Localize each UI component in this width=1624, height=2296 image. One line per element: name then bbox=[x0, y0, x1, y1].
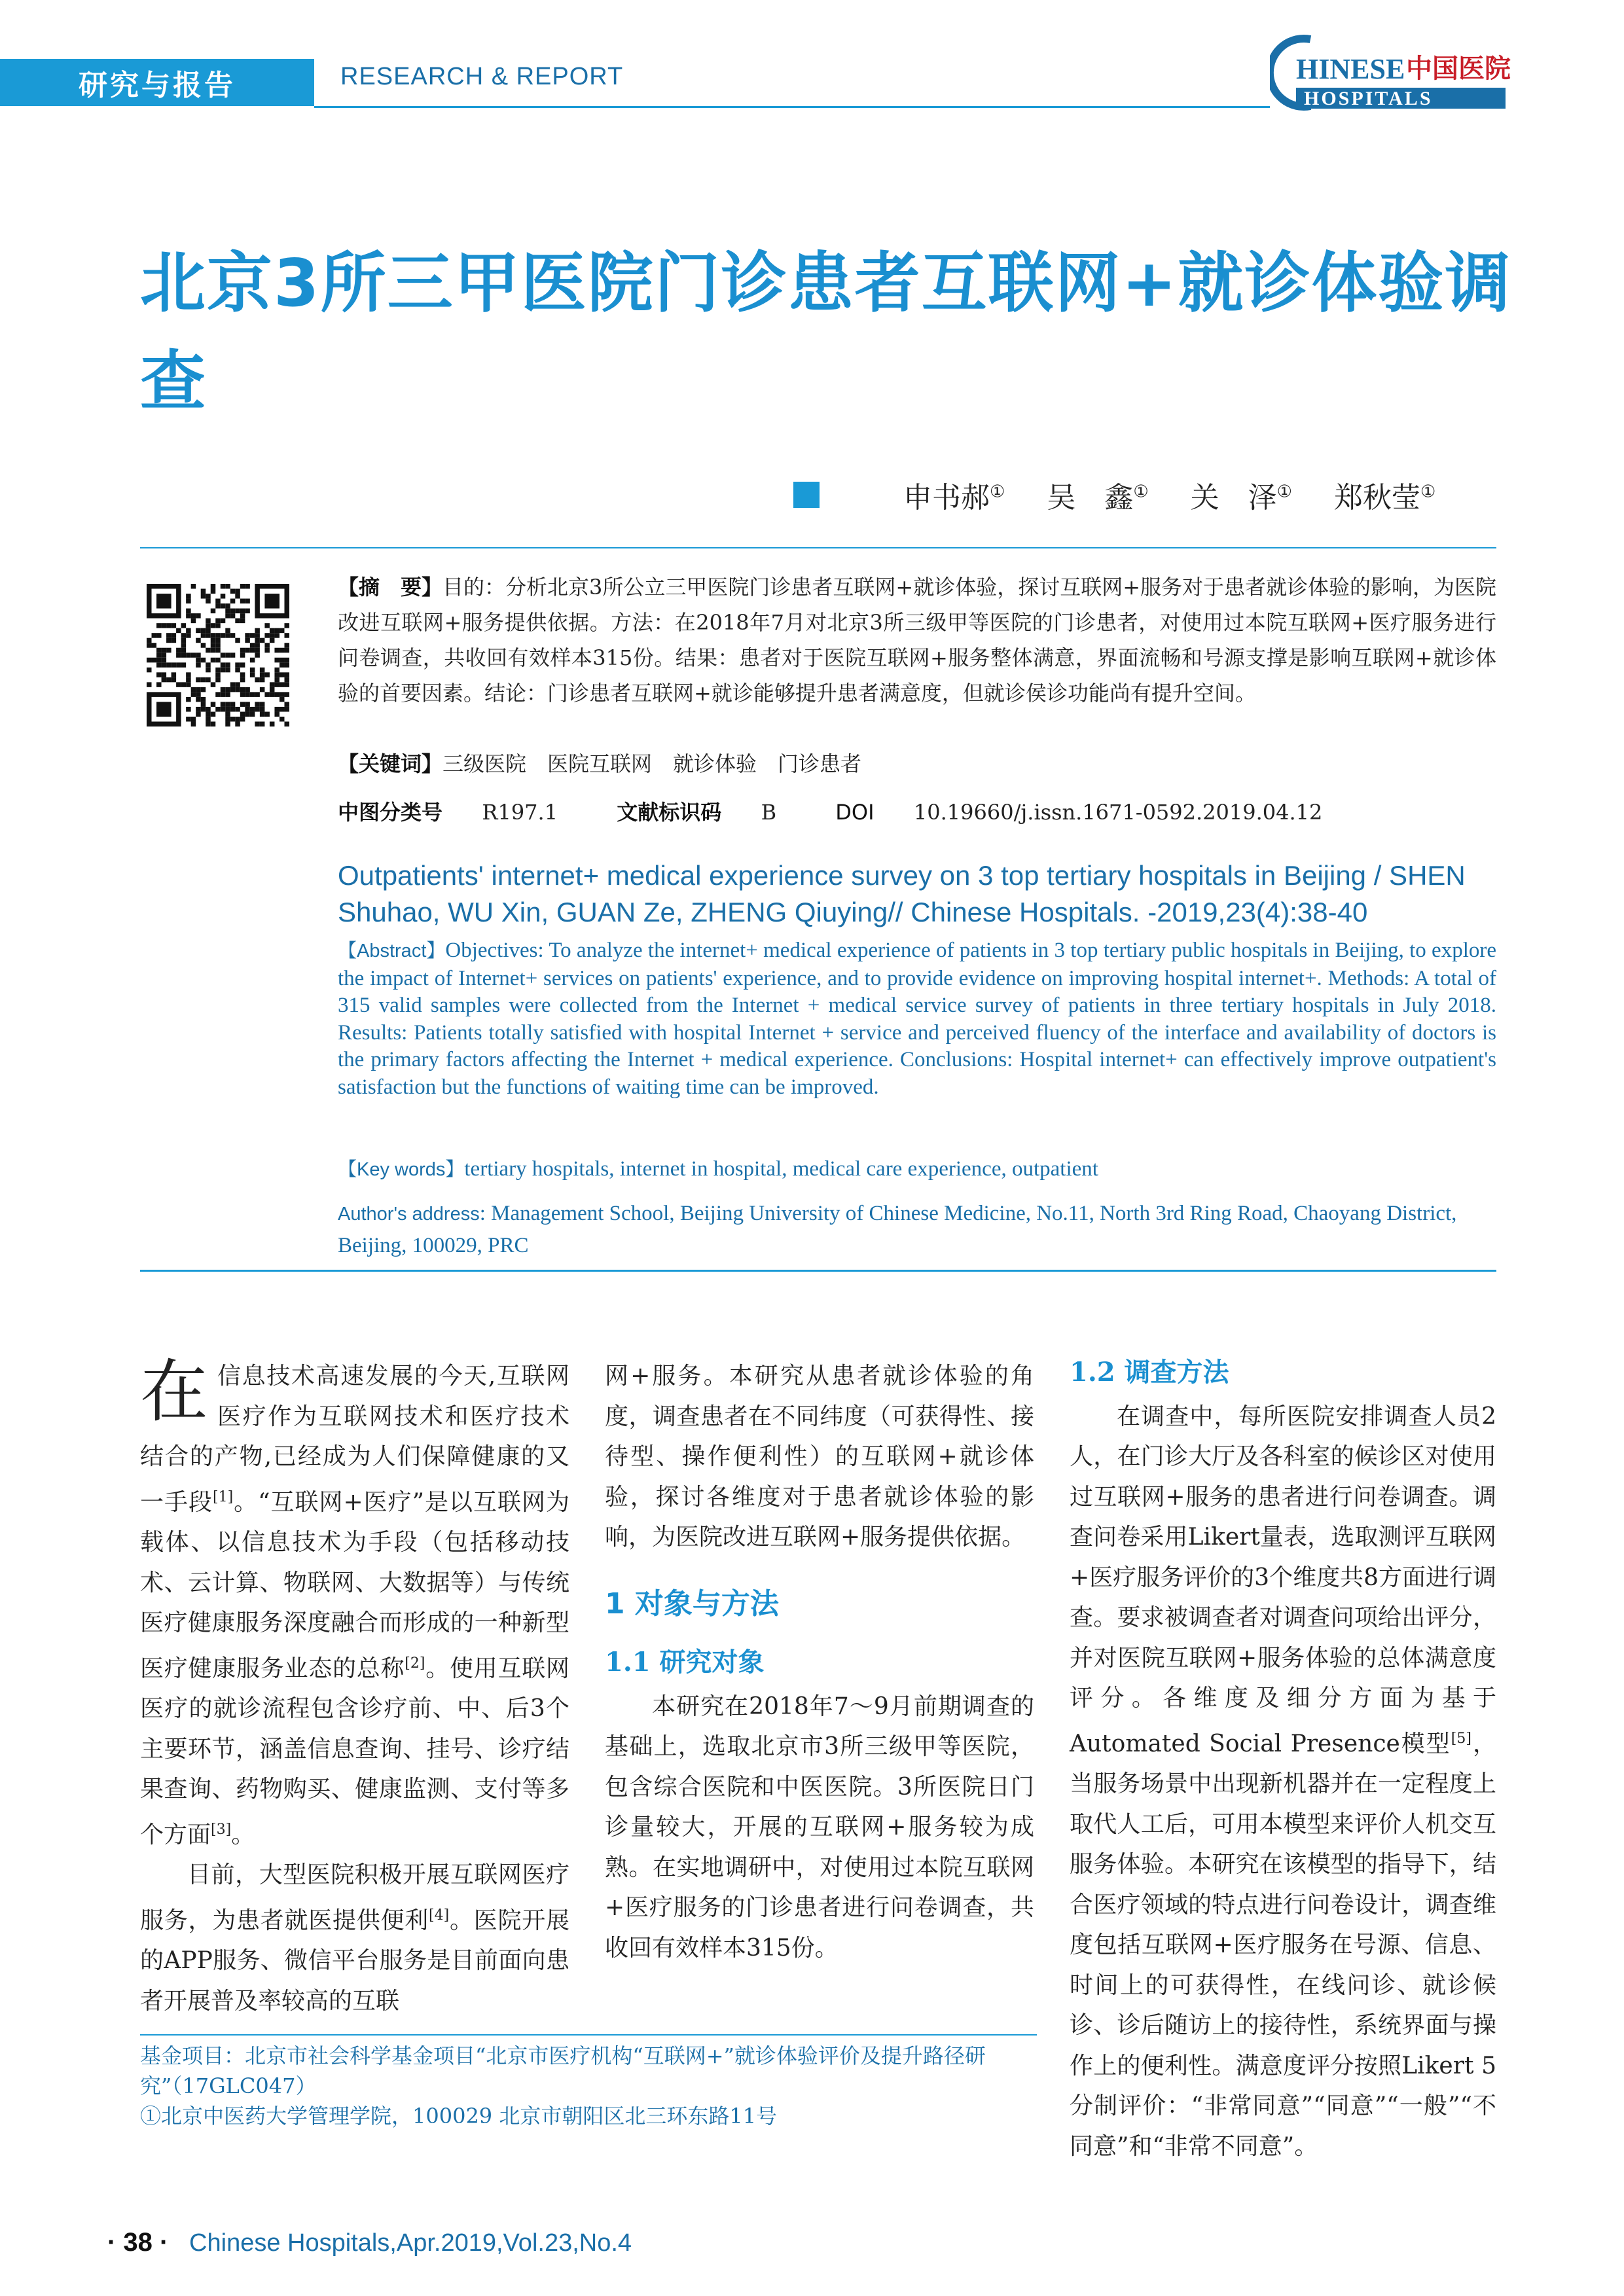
body-paragraph: 网+服务。本研究从患者就诊体验的角度，调查患者在不同纬度（可获得性、接待型、操作便利性）的互联网+就诊体验，探讨各维度对于患者就诊体验的影响，为医院改进互联网+服务提供依据。 bbox=[605, 1363, 1034, 1551]
keywords-cn: 【关键词】三级医院 医院互联网 就诊体验 门诊患者 bbox=[338, 751, 862, 776]
abstract-en: 【Abstract】Objectives: To analyze the internet+ medical experience of patients in 3 top tertiary public hospitals in Beijing, to explore the impact of Internet+ services on patients' experience, and to provide evidence on improving hospital internet+. Methods: A total of 315 valid samples were collected from the Internet + medical service survey of patients in three tertiary hospitals in July 2018. Results: Patients totally satisfied with hospital Internet + service and perceived fluency of the interface and availability of doctors is the primary factors affecting the Internet + medical experience. Conclusions: Hospital internet+ can effectively improve outpatient's satisfaction but the functions of waiting time can be improved. bbox=[338, 939, 1496, 1099]
qr-code[interactable] bbox=[147, 584, 289, 726]
page-number: · 38 · bbox=[107, 2228, 169, 2257]
abstract-cn: 【摘 要】目的：分析北京3所公立三甲医院门诊患者互联网+就诊体验，探讨互联网+服务对于患者就诊体验的影响，为医院改进互联网+服务提供依据。方法：在2018年7月对北京3所三级甲等医院的门诊患者，对使用过本院互联网+医疗服务进行问卷调查，共收回有效样本315份。结果：患者对于医院互联网+服务整体满意，界面流畅和号源支撑是影响互联网+就诊体验的首要因素。结论：门诊患者互联网+就诊能够提升患者满意度，但就诊侯诊功能尚有提升空间。 bbox=[338, 575, 1497, 706]
author: 吴 鑫① bbox=[1047, 481, 1149, 514]
abstract-bottom-rule bbox=[140, 1270, 1496, 1272]
footnote-rule bbox=[140, 2034, 1037, 2036]
abstract-top-rule bbox=[140, 547, 1496, 548]
classification-line: 中图分类号 R197.1 文献标识码 B DOI 10.19660/j.issn.1671-0592.2019.04.12 bbox=[338, 800, 1323, 825]
journal-citation: Chinese Hospitals,Apr.2019,Vol.23,No.4 bbox=[189, 2229, 632, 2257]
section-heading: 1 对象与方法 bbox=[605, 1587, 779, 1621]
english-title: Outpatients' internet+ medical experience survey on 3 top tertiary hospitals in Beijing / SHEN Shuhao, WU Xin, GUAN Ze, ZHENG Qiuying// Chinese Hospitals. -2019,23(4):38-40 bbox=[338, 860, 1466, 927]
section-label-en: RESEARCH & REPORT bbox=[340, 63, 624, 90]
author-marker bbox=[793, 482, 820, 508]
logo-text-cn: 中国医院 bbox=[1406, 54, 1511, 84]
subsection-heading: 1.2 调查方法 bbox=[1070, 1357, 1229, 1388]
journal-logo bbox=[1270, 34, 1519, 111]
subsection-heading: 1.1 研究对象 bbox=[605, 1647, 765, 1677]
body-paragraph: 在调查中，每所医院安排调查人员2人，在门诊大厅及各科室的候诊区对使用过互联网+服务的患者进行问卷调查。调查问卷采用Likert量表，选取测评互联网+医疗服务评价的3个维度共8方面进行调查。要求被调查者对调查问项给出评分，并对医院互联网+服务体验的总体满意度评分。各维度及细分方面为基于Automated Social Presence模型[5]，当服务场景中出现新机器并在一定程度上取代人工后，可用本模型来评价人机交互服务体验。本研究在该模型的指导下，结合医疗领域的特点进行问卷设计，调查维度包括互联网+医疗服务在号源、信息、时间上的可获得性，在线问诊、就诊候诊、诊后随访上的接待性，系统界面与操作上的便利性。满意度评分按照Likert 5分制评价：“非常同意”“同意”“一般”“不同意”和“非常不同意”。 bbox=[1070, 1403, 1496, 2160]
logo-text-en: HINESE bbox=[1296, 53, 1405, 85]
body-paragraph: 在信息技术高速发展的今天,互联网医疗作为互联网技术和医疗技术结合的产物,已经成为人们保障健康的又一手段[1]。“互联网+医疗”是以互联网为载体、以信息技术为手段（包括移动技术、云计算、物联网、大数据等）与传统医疗健康服务深度融合而形成的一种新型医疗健康服务业态的总称[2]。使用互联网医疗的就诊流程包含诊疗前、中、后3个主要环节，涵盖信息查询、挂号、诊疗结果查询、药物购买、健康监测、支付等多个方面[3]。 bbox=[140, 1352, 569, 1848]
author: 关 泽① bbox=[1190, 481, 1292, 514]
author-address-en: Author's address: Management School, Beijing University of Chinese Medicine, No.11, North 3rd Ring Road, Chaoyang District, Beijing, 100029, PRC bbox=[338, 1202, 1457, 1257]
section-label-cn: 研究与报告 bbox=[0, 59, 314, 106]
header-rule bbox=[314, 106, 1270, 108]
body-column-3 bbox=[1070, 1352, 1496, 2166]
logo-text-sub: HOSPITALS bbox=[1304, 88, 1433, 109]
author-list bbox=[793, 474, 1435, 516]
body-paragraph: 目前，大型医院积极开展互联网医疗服务，为患者就医提供便利[4]。医院开展的APP服务、微信平台服务是目前面向患者开展普及率较高的互联 bbox=[140, 1861, 569, 2015]
body-column-2 bbox=[605, 1356, 1034, 1968]
body-paragraph: 本研究在2018年7～9月前期调查的基础上，选取北京市3所三级甲等医院，包含综合医院和中医医院。3所医院日门诊量较大，开展的互联网+服务较为成熟。在实地调研中，对使用过本院互联网+医疗服务的门诊患者进行问卷调查，共收回有效样本315份。 bbox=[605, 1693, 1034, 1962]
author: 申书郝① bbox=[903, 481, 1005, 514]
fund-footnote: 基金项目：北京市社会科学基金项目“北京市医疗机构“互联网+”就诊体验评价及提升路径研究”（17GLC047） ①北京中医药大学管理学院，100029 北京市朝阳区北三环东路11号 bbox=[140, 2043, 986, 2128]
author: 郑秋莹① bbox=[1333, 481, 1436, 514]
body-column-1 bbox=[140, 1352, 569, 2021]
drop-cap: 在 bbox=[140, 1352, 209, 1431]
page-footer bbox=[107, 2228, 632, 2257]
article-title: 北京3所三甲医院门诊患者互联网+就诊体验调查 bbox=[140, 245, 1512, 420]
keywords-en: 【Key words】tertiary hospitals, internet in hospital, medical care experience, outpatient bbox=[338, 1157, 1098, 1181]
